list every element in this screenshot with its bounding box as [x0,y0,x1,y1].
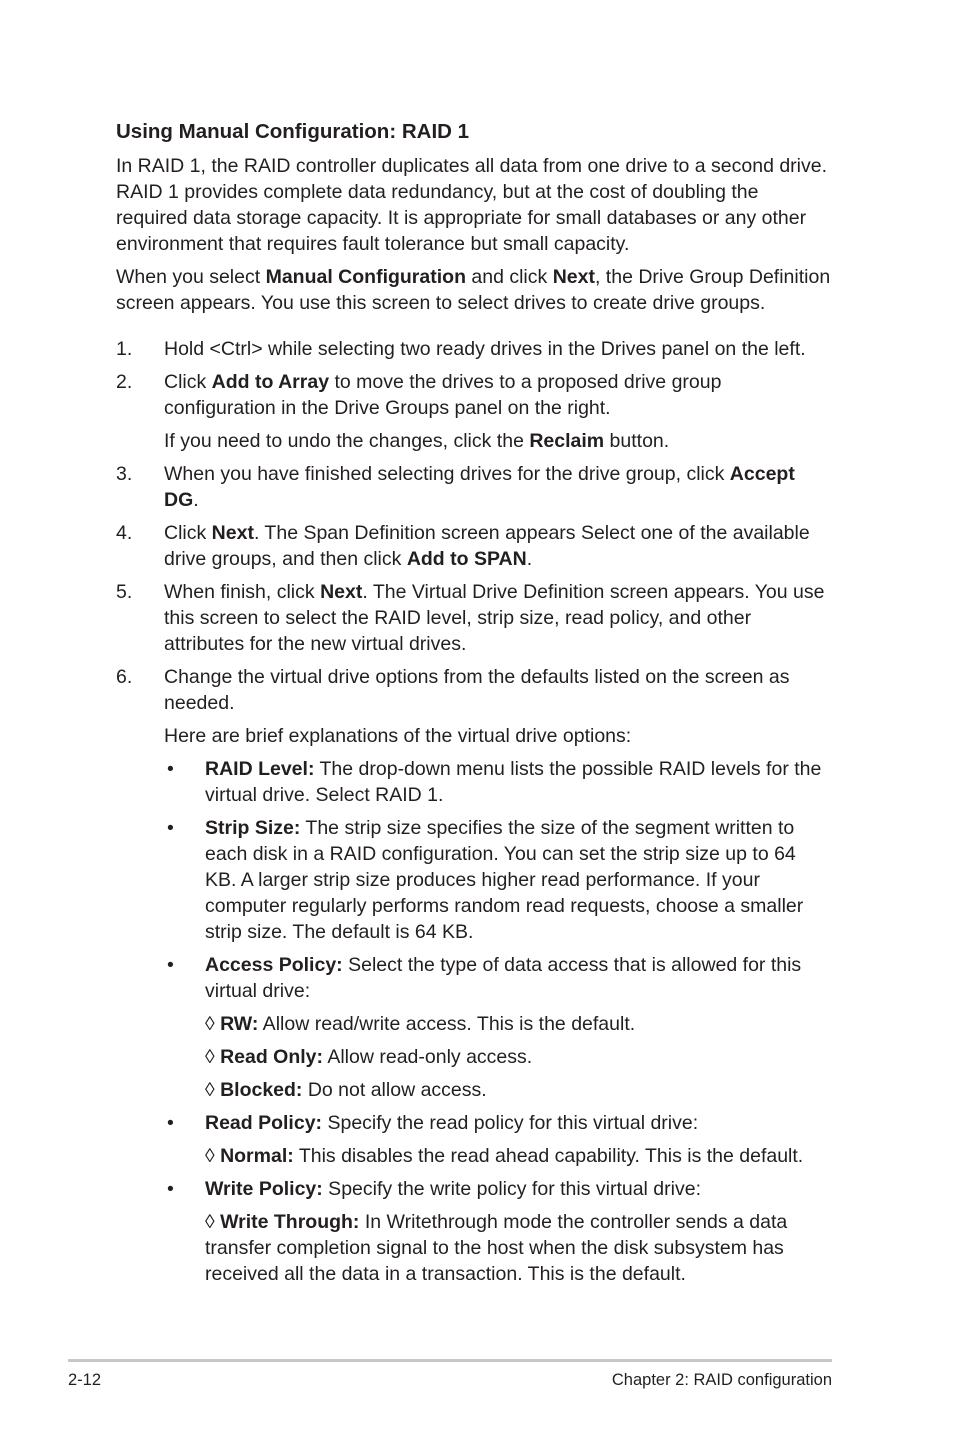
sub-option-write-through [205,1209,832,1287]
sub-option-normal [205,1143,832,1169]
section-heading: Using Manual Configuration: RAID 1 [116,120,470,143]
option-read-policy [164,1110,832,1169]
step-number: 6. [116,666,133,688]
option-strip-size [164,815,832,945]
term-add-to-span: Add to SPAN [406,548,527,570]
text: Select the type of data access that is allowed for this virtual drive: [205,954,802,1002]
step-number: 3. [116,463,133,485]
option-access-policy [164,952,832,1103]
bullet: • [167,1112,174,1134]
term-next: Next [552,266,595,288]
intro-paragraph: In RAID 1, the RAID controller duplicates all data from one drive to a second drive. RAID 1 provides complete data redundancy, but at the cost of doubling the required data storage capacity. It is appropriate for small databases or any other environment that requires fault tolerance but small capacity. [116,155,828,255]
step-text [164,461,832,513]
option-write-policy [164,1176,832,1287]
option-term: Access Policy: [205,954,343,976]
text: button. [604,430,670,452]
step-6 [116,664,832,1287]
step-text [164,369,832,421]
diamond-marker: ◊ [205,1013,221,1035]
option-text [205,1176,832,1202]
options-list [164,756,832,1287]
text: . [193,489,199,511]
text: When you select [116,266,266,288]
chapter-title: Chapter 2: RAID configuration [611,1371,832,1389]
text: . [526,548,533,570]
option-term: Write Policy: [205,1178,323,1200]
text: This disables the read ahead capability. This is the default. [293,1145,804,1167]
step-number: 5. [116,581,133,603]
option-text [205,756,832,808]
step-2 [116,369,832,454]
step-text [164,520,832,572]
page-number: 2-12 [68,1371,102,1389]
text: and click [465,266,553,288]
text: If you need to undo the changes, click the [164,430,530,452]
step-4 [116,520,832,572]
step-number: 1. [116,338,133,360]
step-3 [116,461,832,513]
text: . The Virtual Drive Definition screen appears. You use this screen to select the RAID level, strip size, read policy, and other attributes for the new virtual drives. [164,581,825,655]
term-next: Next [320,581,363,603]
option-text [205,1110,832,1136]
text: When finish, click [164,581,321,603]
bullet: • [167,817,174,839]
sub-option-read-only [205,1044,832,1070]
step-text [164,579,832,657]
bullet: • [167,758,174,780]
option-term: RAID Level: [205,758,315,780]
text: to move the drives to a proposed drive group configuration in the Drive Groups panel on the right. [164,371,722,419]
option-raid-level [164,756,832,808]
term-add-to-array: Add to Array [211,371,330,393]
bullet: • [167,954,174,976]
text: . The Span Definition screen appears Select one of the available drive groups, and then click [164,522,810,570]
text: Specify the read policy for this virtual drive: [322,1112,699,1134]
text: Click [164,371,212,393]
sub-option-rw [205,1011,832,1037]
text: In Writethrough mode the controller sends a data transfer completion signal to the host when the disk subsystem has received all the data in a transaction. This is the default. [205,1211,788,1285]
step-note: Here are brief explanations of the virtual drive options: [164,725,632,747]
diamond-marker: ◊ [205,1079,221,1101]
text: Allow read/write access. This is the default. [258,1013,636,1035]
text: The drop-down menu lists the possible RAID levels for the virtual drive. Select RAID 1. [205,758,822,806]
bullet: • [167,1178,174,1200]
step-text: Change the virtual drive options from the defaults listed on the screen as needed. [164,666,790,714]
step-1 [116,336,832,362]
steps-list [116,336,832,1287]
term-next: Next [211,522,254,544]
text: The strip size specifies the size of the segment written to each disk in a RAID configuration. You can set the strip size up to 64 KB. A larger strip size produces higher read performance. If your computer regularly performs random read requests, choose a smaller strip size. The default is 64 KB. [205,817,804,943]
term-accept-dg: Accept DG [164,463,795,511]
sub-option-term: Blocked: [220,1079,303,1101]
sub-option-blocked [205,1077,832,1103]
text: Specify the write policy for this virtual drive: [322,1178,701,1200]
diamond-marker: ◊ [205,1145,221,1167]
option-text [205,815,832,945]
text: When you have finished selecting drives for the drive group, click [164,463,730,485]
text: Click [164,522,212,544]
step-number: 4. [116,522,133,544]
term-reclaim: Reclaim [529,430,605,452]
sub-option-term: RW: [220,1013,259,1035]
text: Allow read-only access. [323,1046,533,1068]
sub-option-term: Read Only: [220,1046,323,1068]
step-text: Hold <Ctrl> while selecting two ready drives in the Drives panel on the left. [164,338,806,360]
step-number: 2. [116,371,133,393]
sub-option-term: Write Through: [220,1211,360,1233]
step-note [164,428,832,454]
option-term: Read Policy: [205,1112,323,1134]
step-5 [116,579,832,657]
option-term: Strip Size: [205,817,301,839]
text: Do not allow access. [302,1079,487,1101]
diamond-marker: ◊ [205,1211,221,1233]
term-manual-configuration: Manual Configuration [265,266,466,288]
diamond-marker: ◊ [205,1046,221,1068]
text: , the Drive Group Definition screen appears. You use this screen to select drives to create drive groups. [116,266,831,314]
document-page [116,118,832,1294]
option-text [205,952,832,1004]
manual-config-paragraph [116,264,832,316]
footer-divider [68,1359,832,1362]
sub-option-term: Normal: [220,1145,294,1167]
